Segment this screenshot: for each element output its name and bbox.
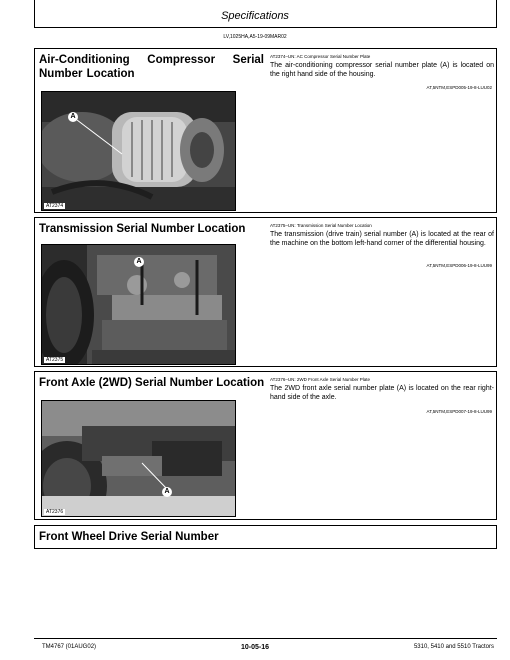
ref-code-transmission: AT,5NTM,ESPD006-19-8-LUU99: [426, 263, 492, 268]
document-code: LV,1025HA,A5-19-09MAR02: [223, 34, 287, 40]
image-id-front-axle: AT2376: [46, 509, 64, 515]
image-id-transmission: AT2375: [46, 357, 64, 363]
footer-manual: TM4767 (01AUG02): [42, 644, 97, 650]
ref-code-ac-compressor: AT,5NTM,ESPD005-19-8-LUU02: [426, 85, 492, 90]
section-transmission: [34, 217, 497, 367]
photo-ac-compressor: [41, 91, 236, 211]
footer-models: 5310, 5410 and 5510 Tractors: [413, 644, 494, 650]
callout-a-front-axle: A: [162, 487, 172, 497]
image-id-ac: AT2374: [46, 203, 64, 209]
footer-page-number: 10-05-16: [240, 644, 270, 651]
callout-a-transmission: A: [134, 257, 144, 267]
section-front-wheel-drive: [34, 525, 497, 549]
body-text-ac-compressor: The air-conditioning compressor serial number plate (A) is located on the right hand side of the housing.: [270, 62, 494, 78]
photo-front-axle: [41, 400, 236, 517]
body-text-transmission: The transmission (drive train) serial number (A) is located at the rear of the machine on the bottom left-hand corner of the differential housing.: [270, 231, 494, 247]
footer-rule: [34, 638, 497, 639]
figure-caption-front-axle: AT2376–UN: 2WD Front Axle Serial Number Plate: [270, 377, 370, 382]
section-front-axle: [34, 371, 497, 520]
section-title-ac-compressor: Air-Conditioning Compressor Serial Number Location: [39, 54, 264, 80]
figure-caption-transmission: AT2375–UN: Transmission Serial Number Location: [270, 223, 372, 228]
ref-code-front-axle: AT,5NTM,ESPD007-19-8-LUU99: [426, 409, 492, 414]
page-title: Specifications: [221, 10, 289, 22]
compressor-illustration: [42, 92, 236, 211]
section-title-transmission: Transmission Serial Number Location: [39, 223, 246, 235]
photo-transmission: [41, 244, 236, 365]
body-text-front-axle: The 2WD front axle serial number plate (A) is located on the rear right-hand side of the axle.: [270, 385, 494, 401]
figure-caption-ac-compressor: AT2374–UN: AC Compressor Serial Number Plate: [270, 54, 371, 59]
section-ac-compressor: [34, 48, 497, 213]
section-title-front-wheel-drive: Front Wheel Drive Serial Number: [39, 531, 219, 543]
section-title-front-axle: Front Axle (2WD) Serial Number Location: [39, 377, 265, 389]
callout-a-ac: A: [68, 112, 78, 122]
front-axle-illustration: [42, 401, 236, 517]
